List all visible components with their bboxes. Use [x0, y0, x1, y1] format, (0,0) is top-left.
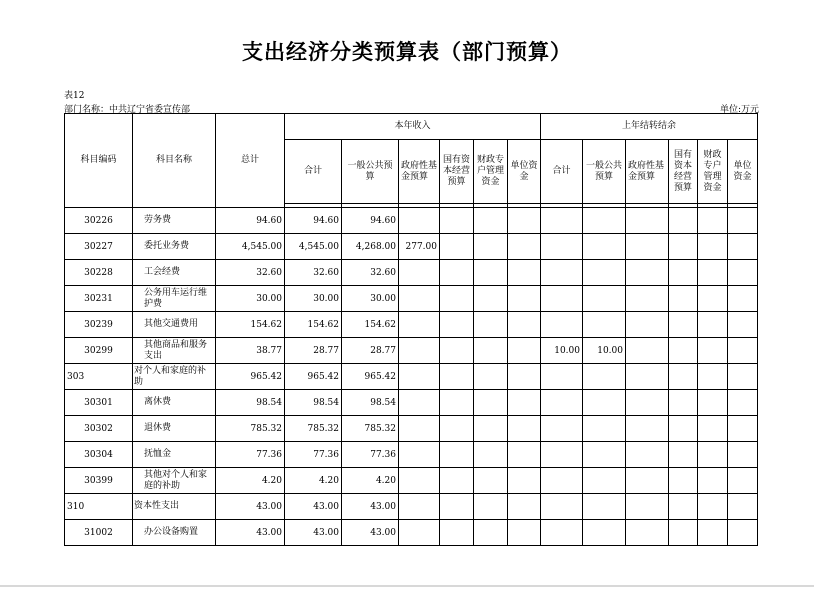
cell-code: 30227	[65, 234, 133, 260]
col-header-carry-general: 一般公共预算	[583, 140, 626, 204]
cell-carry-fund	[626, 416, 669, 442]
cell-cur-general: 77.36	[342, 442, 399, 468]
cell-cur-sum: 965.42	[285, 364, 342, 390]
table-row	[65, 338, 758, 364]
col-header-carry-state: 国有资本经营预算	[669, 140, 698, 204]
cell-cur-sum: 32.60	[285, 260, 342, 286]
col-header-cur-unit: 单位资金	[508, 140, 541, 204]
cell-carry-fund	[626, 312, 669, 338]
cell-cur-general: 4.20	[342, 468, 399, 494]
table-row	[65, 286, 758, 312]
cell-cur-sum: 98.54	[285, 390, 342, 416]
cell-cur-state	[440, 442, 474, 468]
cell-carry-general	[583, 390, 626, 416]
table-row	[65, 260, 758, 286]
cell-carry-unit	[728, 520, 758, 546]
cell-carry-special	[698, 286, 728, 312]
cell-code: 30231	[65, 286, 133, 312]
cell-code: 30304	[65, 442, 133, 468]
cell-carry-unit	[728, 338, 758, 364]
cell-code: 30228	[65, 260, 133, 286]
cell-code: 31002	[65, 520, 133, 546]
cell-cur-special	[474, 260, 508, 286]
cell-name: 其他交通费用	[133, 312, 216, 338]
col-header-cur-general: 一般公共预算	[342, 140, 399, 204]
cell-cur-fund	[399, 260, 440, 286]
page-bottom-rule	[0, 585, 814, 587]
cell-cur-unit	[508, 364, 541, 390]
cell-carry-special	[698, 208, 728, 234]
cell-carry-general	[583, 520, 626, 546]
cell-carry-state	[669, 442, 698, 468]
table-row	[65, 520, 758, 546]
cell-cur-special	[474, 520, 508, 546]
cell-cur-sum: 28.77	[285, 338, 342, 364]
col-header-code: 科目编码	[65, 114, 133, 208]
cell-cur-sum: 4.20	[285, 468, 342, 494]
cell-cur-special	[474, 338, 508, 364]
cell-code: 30399	[65, 468, 133, 494]
cell-code: 30299	[65, 338, 133, 364]
cell-cur-sum: 94.60	[285, 208, 342, 234]
unit-label: 单位:万元	[719, 105, 759, 115]
cell-total: 785.32	[216, 416, 285, 442]
col-header-cur-fund: 政府性基金预算	[399, 140, 440, 204]
cell-carry-fund	[626, 442, 669, 468]
cell-carry-general: 10.00	[583, 338, 626, 364]
cell-carry-state	[669, 234, 698, 260]
cell-cur-sum: 43.00	[285, 520, 342, 546]
cell-carry-sum	[541, 286, 583, 312]
cell-carry-sum	[541, 260, 583, 286]
cell-cur-state	[440, 468, 474, 494]
cell-carry-general	[583, 364, 626, 390]
cell-carry-state	[669, 260, 698, 286]
cell-cur-unit	[508, 494, 541, 520]
cell-total: 30.00	[216, 286, 285, 312]
cell-carry-state	[669, 312, 698, 338]
cell-carry-fund	[626, 208, 669, 234]
col-header-carry-sum: 合计	[541, 140, 583, 204]
cell-carry-unit	[728, 442, 758, 468]
cell-cur-general: 32.60	[342, 260, 399, 286]
group-header-current-income: 本年收入	[285, 114, 541, 140]
cell-cur-general: 98.54	[342, 390, 399, 416]
cell-cur-sum: 154.62	[285, 312, 342, 338]
cell-name: 离休费	[133, 390, 216, 416]
cell-cur-general: 4,268.00	[342, 234, 399, 260]
cell-cur-sum: 77.36	[285, 442, 342, 468]
cell-carry-state	[669, 286, 698, 312]
col-header-carry-unit: 单位资金	[728, 140, 758, 204]
table-row	[65, 234, 758, 260]
table-row	[65, 364, 758, 390]
cell-cur-special	[474, 494, 508, 520]
cell-cur-unit	[508, 260, 541, 286]
cell-carry-unit	[728, 494, 758, 520]
cell-carry-unit	[728, 260, 758, 286]
table-row	[65, 312, 758, 338]
group-header-carryover: 上年结转结余	[541, 114, 758, 140]
cell-carry-unit	[728, 390, 758, 416]
cell-code: 30239	[65, 312, 133, 338]
cell-carry-general	[583, 286, 626, 312]
cell-carry-unit	[728, 416, 758, 442]
cell-cur-unit	[508, 416, 541, 442]
col-header-cur-sum: 合计	[285, 140, 342, 204]
cell-cur-state	[440, 338, 474, 364]
cell-cur-general: 28.77	[342, 338, 399, 364]
cell-cur-state	[440, 494, 474, 520]
cell-cur-special	[474, 208, 508, 234]
cell-cur-state	[440, 286, 474, 312]
cell-cur-general: 785.32	[342, 416, 399, 442]
cell-cur-state	[440, 364, 474, 390]
table-number: 表12	[64, 91, 85, 101]
cell-cur-unit	[508, 338, 541, 364]
cell-cur-state	[440, 312, 474, 338]
cell-carry-fund	[626, 468, 669, 494]
cell-carry-special	[698, 364, 728, 390]
col-header-cur-state: 国有资本经营预算	[440, 140, 474, 204]
cell-code: 303	[65, 364, 133, 390]
cell-carry-fund	[626, 390, 669, 416]
cell-cur-fund	[399, 286, 440, 312]
col-header-total: 总计	[216, 114, 285, 208]
cell-carry-sum	[541, 442, 583, 468]
col-header-cur-special: 财政专户管理资金	[474, 140, 508, 204]
cell-carry-special	[698, 234, 728, 260]
cell-carry-sum	[541, 494, 583, 520]
cell-name: 办公设备购置	[133, 520, 216, 546]
cell-carry-special	[698, 312, 728, 338]
cell-name: 退休费	[133, 416, 216, 442]
cell-cur-fund: 277.00	[399, 234, 440, 260]
cell-total: 77.36	[216, 442, 285, 468]
report-title: 支出经济分类预算表（部门预算）	[242, 40, 572, 64]
cell-cur-unit	[508, 234, 541, 260]
cell-cur-state	[440, 416, 474, 442]
cell-cur-fund	[399, 468, 440, 494]
cell-total: 4,545.00	[216, 234, 285, 260]
cell-carry-general	[583, 442, 626, 468]
cell-carry-state	[669, 364, 698, 390]
cell-carry-special	[698, 468, 728, 494]
cell-carry-unit	[728, 234, 758, 260]
cell-carry-fund	[626, 286, 669, 312]
cell-carry-sum: 10.00	[541, 338, 583, 364]
cell-carry-unit	[728, 286, 758, 312]
cell-name: 公务用车运行维护费	[133, 286, 216, 312]
cell-carry-special	[698, 416, 728, 442]
cell-carry-special	[698, 494, 728, 520]
cell-cur-fund	[399, 520, 440, 546]
cell-code: 30226	[65, 208, 133, 234]
cell-carry-sum	[541, 416, 583, 442]
cell-cur-fund	[399, 208, 440, 234]
cell-cur-special	[474, 234, 508, 260]
cell-name: 工会经费	[133, 260, 216, 286]
cell-carry-fund	[626, 494, 669, 520]
cell-carry-unit	[728, 468, 758, 494]
cell-carry-unit	[728, 208, 758, 234]
cell-cur-general: 94.60	[342, 208, 399, 234]
cell-cur-unit	[508, 286, 541, 312]
cell-carry-state	[669, 520, 698, 546]
cell-carry-state	[669, 468, 698, 494]
table-row	[65, 416, 758, 442]
cell-cur-sum: 785.32	[285, 416, 342, 442]
cell-cur-sum: 43.00	[285, 494, 342, 520]
cell-cur-sum: 4,545.00	[285, 234, 342, 260]
cell-code: 30301	[65, 390, 133, 416]
table-row	[65, 208, 758, 234]
cell-carry-general	[583, 312, 626, 338]
cell-cur-state	[440, 208, 474, 234]
cell-cur-special	[474, 416, 508, 442]
cell-cur-unit	[508, 208, 541, 234]
cell-carry-sum	[541, 208, 583, 234]
cell-carry-fund	[626, 338, 669, 364]
cell-carry-sum	[541, 312, 583, 338]
cell-name: 资本性支出	[133, 494, 216, 520]
table-row	[65, 442, 758, 468]
budget-table	[64, 113, 758, 546]
cell-carry-general	[583, 494, 626, 520]
cell-name: 劳务费	[133, 208, 216, 234]
col-header-carry-fund: 政府性基金预算	[626, 140, 669, 204]
table-row	[65, 390, 758, 416]
cell-total: 38.77	[216, 338, 285, 364]
cell-name: 对个人和家庭的补助	[133, 364, 216, 390]
cell-total: 4.20	[216, 468, 285, 494]
cell-cur-unit	[508, 520, 541, 546]
cell-cur-special	[474, 468, 508, 494]
cell-cur-fund	[399, 416, 440, 442]
cell-total: 965.42	[216, 364, 285, 390]
cell-cur-state	[440, 520, 474, 546]
cell-cur-general: 43.00	[342, 520, 399, 546]
cell-cur-fund	[399, 312, 440, 338]
cell-code: 30302	[65, 416, 133, 442]
cell-cur-special	[474, 312, 508, 338]
cell-carry-sum	[541, 234, 583, 260]
cell-carry-state	[669, 494, 698, 520]
cell-carry-fund	[626, 260, 669, 286]
cell-cur-general: 965.42	[342, 364, 399, 390]
cell-name: 委托业务费	[133, 234, 216, 260]
cell-cur-special	[474, 286, 508, 312]
cell-carry-sum	[541, 468, 583, 494]
cell-carry-general	[583, 208, 626, 234]
col-header-name: 科目名称	[133, 114, 216, 208]
cell-carry-general	[583, 260, 626, 286]
cell-cur-fund	[399, 364, 440, 390]
cell-cur-unit	[508, 468, 541, 494]
cell-total: 43.00	[216, 494, 285, 520]
cell-name: 其他商品和服务支出	[133, 338, 216, 364]
cell-carry-sum	[541, 390, 583, 416]
cell-carry-state	[669, 416, 698, 442]
cell-carry-special	[698, 442, 728, 468]
cell-carry-state	[669, 390, 698, 416]
cell-cur-general: 43.00	[342, 494, 399, 520]
cell-carry-sum	[541, 520, 583, 546]
cell-carry-unit	[728, 364, 758, 390]
table-row	[65, 468, 758, 494]
cell-cur-sum: 30.00	[285, 286, 342, 312]
cell-total: 154.62	[216, 312, 285, 338]
cell-cur-special	[474, 442, 508, 468]
cell-cur-state	[440, 234, 474, 260]
cell-cur-special	[474, 364, 508, 390]
cell-total: 43.00	[216, 520, 285, 546]
col-header-carry-special: 财政专户管理资金	[698, 140, 728, 204]
cell-cur-state	[440, 390, 474, 416]
cell-carry-general	[583, 468, 626, 494]
cell-cur-fund	[399, 390, 440, 416]
cell-name: 其他对个人和家庭的补助	[133, 468, 216, 494]
department-name: 部门名称：中共辽宁省委宣传部	[64, 105, 191, 115]
cell-cur-general: 154.62	[342, 312, 399, 338]
cell-cur-state	[440, 260, 474, 286]
cell-carry-sum	[541, 364, 583, 390]
cell-carry-general	[583, 416, 626, 442]
cell-code: 310	[65, 494, 133, 520]
cell-cur-general: 30.00	[342, 286, 399, 312]
cell-carry-state	[669, 338, 698, 364]
cell-carry-special	[698, 260, 728, 286]
cell-carry-fund	[626, 234, 669, 260]
cell-cur-unit	[508, 390, 541, 416]
cell-cur-unit	[508, 442, 541, 468]
cell-carry-fund	[626, 364, 669, 390]
cell-cur-fund	[399, 494, 440, 520]
cell-total: 32.60	[216, 260, 285, 286]
cell-cur-special	[474, 390, 508, 416]
cell-carry-fund	[626, 520, 669, 546]
cell-cur-unit	[508, 312, 541, 338]
cell-carry-special	[698, 390, 728, 416]
cell-total: 98.54	[216, 390, 285, 416]
cell-carry-state	[669, 208, 698, 234]
cell-carry-special	[698, 520, 728, 546]
cell-cur-fund	[399, 338, 440, 364]
cell-total: 94.60	[216, 208, 285, 234]
table-row	[65, 494, 758, 520]
cell-carry-special	[698, 338, 728, 364]
cell-carry-unit	[728, 312, 758, 338]
cell-carry-general	[583, 234, 626, 260]
cell-cur-fund	[399, 442, 440, 468]
cell-name: 抚恤金	[133, 442, 216, 468]
